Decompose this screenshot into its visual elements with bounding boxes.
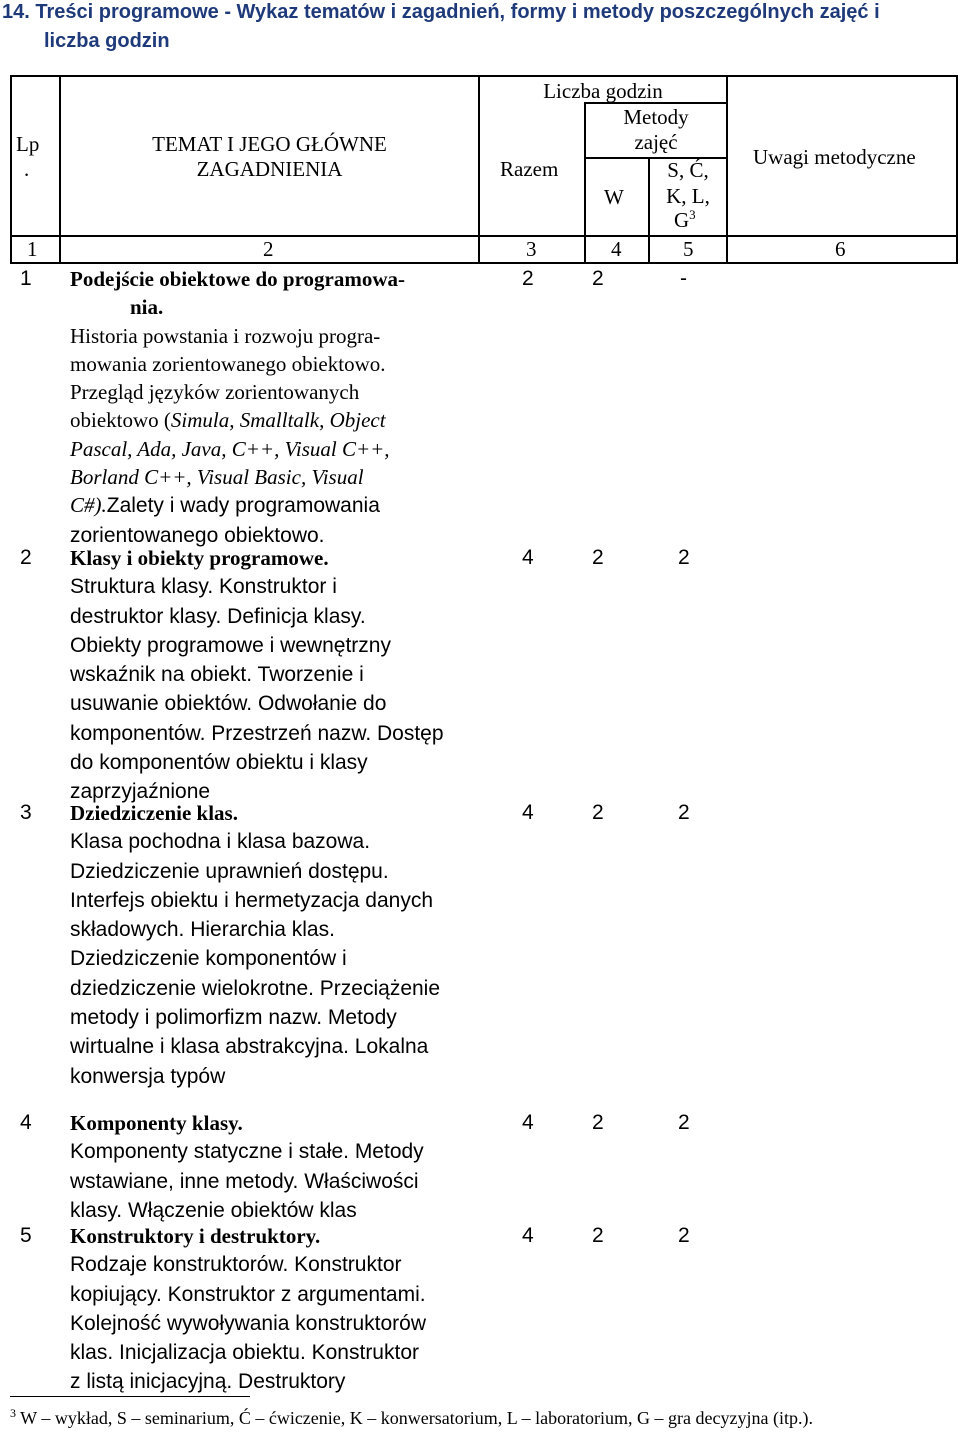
topic-line xyxy=(70,265,405,293)
topic-text: metody i polimorfizm nazw. Metody xyxy=(70,1006,397,1030)
topic-text: komponentów. Przestrzeń nazw. Dostęp xyxy=(70,721,444,745)
row-hours-lecture: 2 xyxy=(592,1111,604,1134)
topic-text: do komponentów obiektu i klasy xyxy=(70,751,368,775)
topic-line xyxy=(70,572,444,601)
number-row-bottom-border xyxy=(10,262,958,264)
footnote xyxy=(10,1405,813,1431)
row-topic-cell xyxy=(70,1222,426,1397)
topic-line xyxy=(70,1032,440,1061)
topic-line xyxy=(70,350,405,378)
topic-text: Pascal, Ada, Java, C++, Visual C++, xyxy=(70,436,390,461)
row-hours-total: 4 xyxy=(522,1111,534,1134)
header-sckl-line1: S, Ć, xyxy=(667,158,709,182)
topic-text: kopiujący. Konstruktor z argumentami. xyxy=(70,1282,426,1306)
column-number-3: 3 xyxy=(526,237,537,261)
column-number-1: 1 xyxy=(27,237,38,261)
topic-line xyxy=(70,1280,426,1309)
topic-line xyxy=(70,1137,424,1166)
topic-line xyxy=(70,602,444,631)
header-bottom-border xyxy=(10,235,958,237)
topic-line xyxy=(70,689,444,718)
hours-remarks-divider xyxy=(726,75,728,264)
table-right-border xyxy=(956,75,958,264)
header-sckl-line3 xyxy=(674,208,696,232)
section-title-line2: liczba godzin xyxy=(44,30,170,52)
topic-text: klas. Inicjalizacja obiektu. Konstruktor xyxy=(70,1341,419,1365)
header-lp-line1: Lp xyxy=(16,132,40,156)
header-topic-line1: TEMAT I JEGO GŁÓWNE xyxy=(152,132,387,156)
topic-line xyxy=(70,463,405,491)
topic-line xyxy=(70,1167,424,1196)
row-hours-total: 2 xyxy=(522,267,534,290)
topic-line xyxy=(70,827,440,856)
row-topic-cell xyxy=(70,544,444,807)
topic-text: usuwanie obiektów. Odwołanie do xyxy=(70,692,387,716)
row-hours-lecture: 2 xyxy=(592,801,604,824)
header-w: W xyxy=(604,185,624,209)
row-hours-lecture: 2 xyxy=(592,546,604,569)
row-lp-number: 2 xyxy=(20,546,32,569)
topic-line xyxy=(70,857,440,886)
topic-line xyxy=(70,1196,424,1225)
topic-text: klasy. Włączenie obiektów klas xyxy=(70,1198,357,1222)
topic-line xyxy=(70,1309,426,1338)
topic-line xyxy=(70,378,405,406)
topic-text: wirtualne i klasa abstrakcyjna. Lokalna xyxy=(70,1035,429,1059)
row-hours-other: 2 xyxy=(678,546,690,569)
footnote-text: W – wykład, S – seminarium, Ć – ćwiczenie, K – konwersatorium, L – laboratorium, G – gra decyzyjna (itp.). xyxy=(16,1408,813,1428)
topic-line xyxy=(70,293,405,321)
column-number-5: 5 xyxy=(683,237,694,261)
topic-line xyxy=(70,1062,440,1091)
topic-text: Przegląd języków zorientowanych xyxy=(70,380,360,405)
footnote-reference: 3 xyxy=(689,207,696,222)
row-hours-lecture: 2 xyxy=(592,1224,604,1247)
table-left-border xyxy=(10,75,12,264)
header-lp-line2: . xyxy=(24,157,30,181)
topic-text: Rodzaje konstruktorów. Konstruktor xyxy=(70,1253,402,1277)
column-number-4: 4 xyxy=(611,237,622,261)
topic-line xyxy=(70,1250,426,1279)
topic-text: C#). xyxy=(70,493,107,518)
topic-text: Interfejs obiektu i hermetyzacja danych xyxy=(70,888,434,912)
topic-line xyxy=(70,1003,440,1032)
column-number-6: 6 xyxy=(835,237,846,261)
topic-text: składowych. Hierarchia klas. xyxy=(70,918,335,942)
topic-line xyxy=(70,719,444,748)
header-hours-group: Liczba godzin xyxy=(543,79,663,103)
topic-line xyxy=(70,660,444,689)
topic-text: konwersja typów xyxy=(70,1064,226,1088)
topic-text: Dziedziczenie klas. xyxy=(70,801,238,825)
topic-text: Borland C++, Visual Basic, Visual xyxy=(70,465,364,490)
row-hours-total: 4 xyxy=(522,1224,534,1247)
row-hours-total: 4 xyxy=(522,546,534,569)
topic-text: Podejście obiektowe do programowa- xyxy=(70,267,405,291)
topic-line xyxy=(70,1367,426,1396)
topic-hours-divider xyxy=(478,75,480,264)
topic-text: Simula, Smalltalk, Object xyxy=(170,408,386,433)
topic-text: Klasa pochodna i klasa bazowa. xyxy=(70,830,371,854)
topic-line xyxy=(70,322,405,350)
topic-line xyxy=(70,1222,426,1250)
topic-line xyxy=(70,886,440,915)
table-top-border xyxy=(10,75,958,77)
row-hours-other: 2 xyxy=(678,1224,690,1247)
topic-line xyxy=(70,435,405,463)
header-sckl-line2: K, L, xyxy=(666,184,710,208)
topic-line xyxy=(70,491,405,520)
topic-text: Dziedziczenie komponentów i xyxy=(70,947,347,971)
topic-line xyxy=(70,1109,424,1137)
topic-text: Obiekty programowe i wewnętrzny xyxy=(70,633,391,657)
topic-text: wstawiane, inne metody. Właściwości xyxy=(70,1169,419,1193)
topic-line xyxy=(70,748,444,777)
header-topic-line2: ZAGADNIENIA xyxy=(196,157,343,181)
topic-text: Konstruktory i destruktory. xyxy=(70,1224,321,1248)
row-hours-other: 2 xyxy=(678,1111,690,1134)
topic-text: wskaźnik na obiekt. Tworzenie i xyxy=(70,663,364,687)
topic-line xyxy=(70,406,405,434)
footnote-mark: 3 xyxy=(10,1406,16,1420)
row-hours-lecture: 2 xyxy=(592,267,604,290)
topic-line xyxy=(70,915,440,944)
topic-text: destruktor klasy. Definicja klasy. xyxy=(70,604,366,628)
topic-line xyxy=(70,631,444,660)
topic-line xyxy=(70,544,444,572)
column-number-2: 2 xyxy=(263,237,274,261)
header-methods-line2: zajęć xyxy=(634,130,678,154)
topic-text: Historia powstania i rozwoju progra- xyxy=(70,323,381,348)
section-title-line1: 14. Treści programowe - Wykaz tematów i zagadnień, formy i metody poszczególnych zajęć i xyxy=(2,1,880,23)
row-topic-cell xyxy=(70,799,440,1091)
row-hours-other: 2 xyxy=(678,801,690,824)
topic-text: mowania zorientowanego obiektowo. xyxy=(70,351,386,376)
header-remarks: Uwagi metodyczne xyxy=(753,145,916,169)
topic-text: Komponenty statyczne i stałe. Metody xyxy=(70,1140,424,1164)
topic-text: nia. xyxy=(130,295,164,320)
row-lp-number: 5 xyxy=(20,1224,32,1247)
row-topic-cell xyxy=(70,265,405,550)
topic-text: z listą inicjacyjną. Destruktory xyxy=(70,1370,346,1394)
topic-line xyxy=(70,1338,426,1367)
topic-text: zaprzyjaźnione xyxy=(70,780,211,804)
topic-text: zorientowanego obiektowo. xyxy=(70,523,325,547)
topic-line xyxy=(70,799,440,827)
topic-line xyxy=(70,974,440,1003)
topic-text: dziedziczenie wielokrotne. Przeciążenie xyxy=(70,976,441,1000)
topic-text: Zalety i wady programowania xyxy=(106,494,380,518)
row-lp-number: 4 xyxy=(20,1111,32,1134)
header-total: Razem xyxy=(500,157,559,181)
header-sckl-g: G xyxy=(674,208,690,232)
row-hours-total: 4 xyxy=(522,801,534,824)
header-methods-line1: Metody xyxy=(623,105,689,129)
topic-text: Struktura klasy. Konstruktor i xyxy=(70,575,337,599)
topic-text: Kolejność wywoływania konstruktorów xyxy=(70,1311,426,1335)
topic-text: obiektowo ( xyxy=(70,408,171,433)
row-lp-number: 3 xyxy=(20,801,32,824)
topic-text: Komponenty klasy. xyxy=(70,1111,243,1135)
topic-text: Klasy i obiekty programowe. xyxy=(70,546,329,570)
topic-line xyxy=(70,944,440,973)
row-lp-number: 1 xyxy=(20,267,32,290)
row-topic-cell xyxy=(70,1109,424,1225)
topic-text: Dziedziczenie uprawnień dostępu. xyxy=(70,859,389,883)
row-hours-other: - xyxy=(680,267,687,290)
